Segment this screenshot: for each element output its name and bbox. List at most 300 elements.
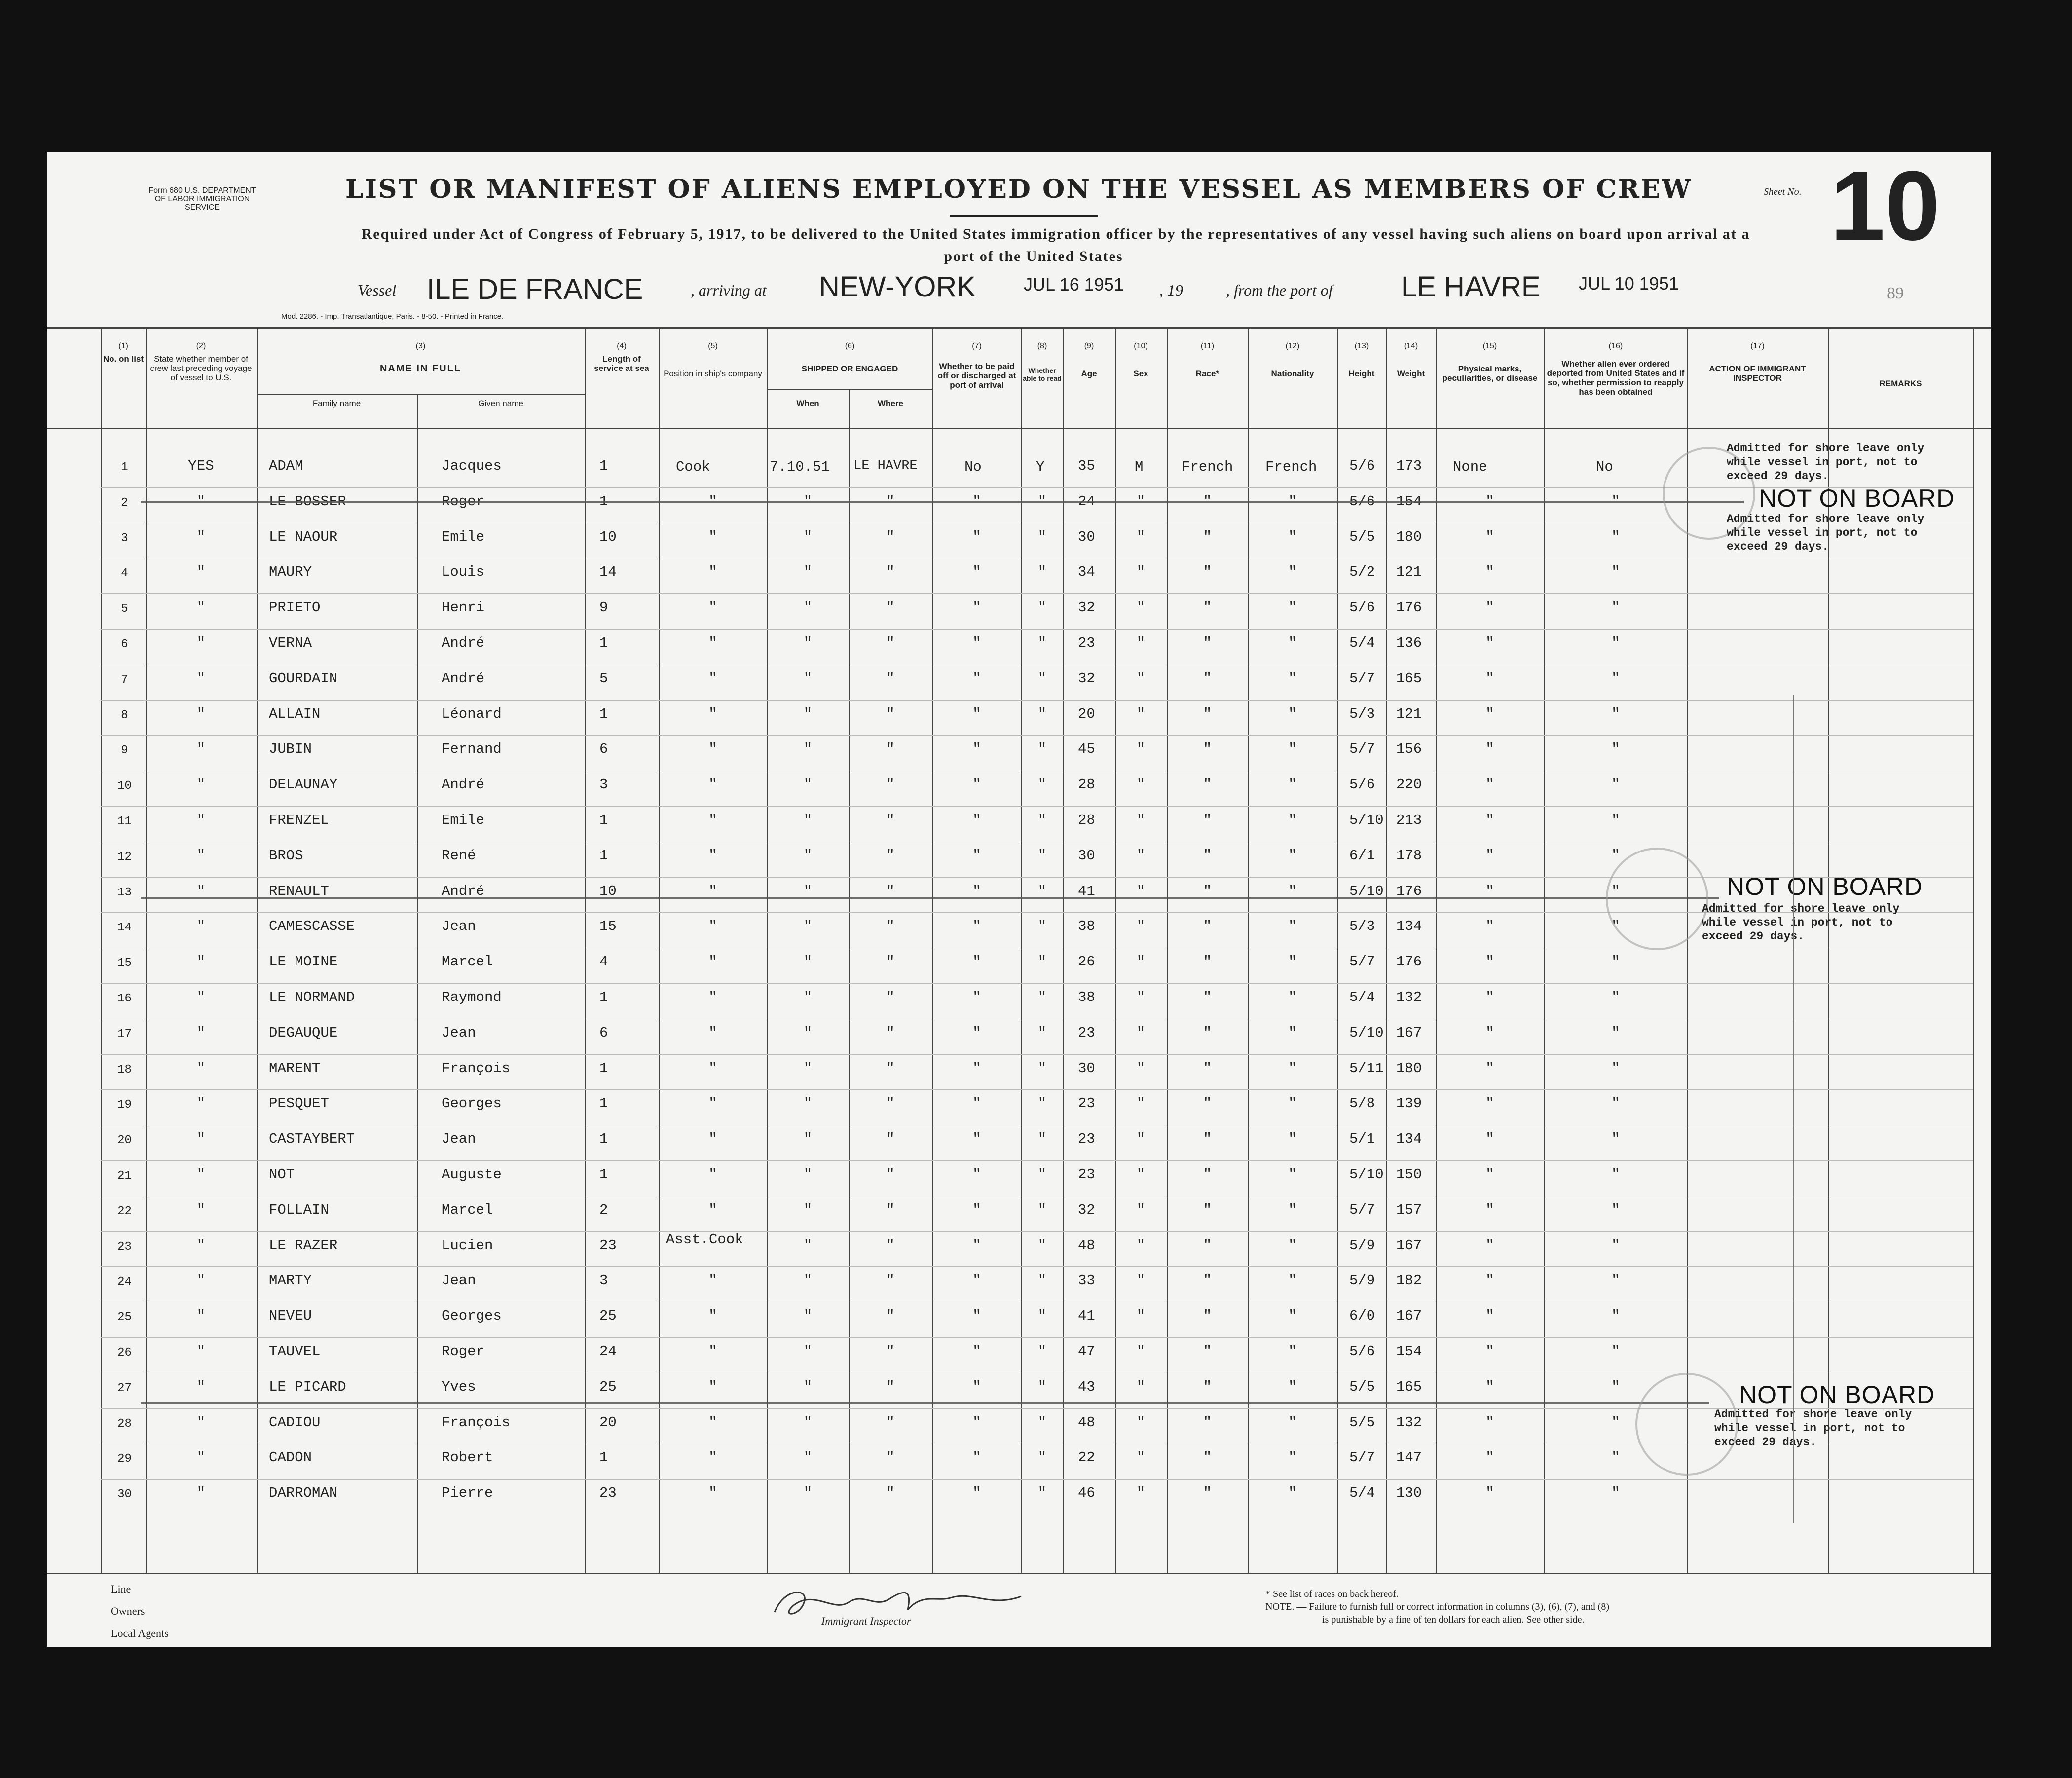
crew-member-cell: " bbox=[196, 1378, 206, 1395]
row-number-cell: 30 bbox=[117, 1488, 132, 1502]
ditto-cell: " bbox=[803, 1343, 813, 1360]
vessel-name: ILE DE FRANCE bbox=[427, 273, 643, 305]
ditto-cell: " bbox=[708, 954, 717, 970]
row-rule bbox=[101, 1479, 1973, 1480]
crew-member-cell: YES bbox=[188, 458, 214, 474]
age-cell: 38 bbox=[1078, 918, 1095, 935]
weight-cell: 150 bbox=[1396, 1166, 1422, 1183]
given-name-cell: Robert bbox=[442, 1449, 493, 1466]
family-name-cell: GOURDAIN bbox=[269, 670, 338, 687]
col-number: (5) bbox=[708, 342, 718, 350]
ditto-cell: " bbox=[1136, 847, 1146, 864]
not-on-board-stamp: NOT ON BOARD bbox=[1739, 1381, 1935, 1408]
ditto-cell: " bbox=[886, 883, 895, 899]
admitted-stamp bbox=[1714, 1408, 1912, 1449]
row-number-cell: 25 bbox=[117, 1311, 132, 1325]
crew-member-cell: " bbox=[196, 599, 206, 616]
ditto-cell: " bbox=[708, 918, 717, 935]
header-deported: Whether alien ever ordered deported from United States and if so, whether permission to reapply has been obtained bbox=[1547, 359, 1685, 397]
length-service-cell: 1 bbox=[599, 989, 608, 1005]
weight-cell: 173 bbox=[1396, 458, 1422, 474]
row-rule bbox=[101, 1089, 1973, 1090]
row-rule bbox=[101, 735, 1973, 736]
length-service-cell: 9 bbox=[599, 599, 608, 616]
family-name-cell: DARROMAN bbox=[269, 1485, 338, 1502]
ditto-cell: " bbox=[1288, 1378, 1297, 1395]
ditto-cell: " bbox=[886, 1272, 895, 1289]
given-name-cell: René bbox=[442, 847, 476, 864]
crew-member-cell: " bbox=[196, 1166, 206, 1183]
age-cell: 46 bbox=[1078, 1485, 1095, 1502]
crew-member-cell: " bbox=[196, 1343, 206, 1360]
crew-member-cell: " bbox=[196, 812, 206, 828]
header-where: Where bbox=[878, 399, 903, 408]
ditto-cell: " bbox=[708, 1414, 717, 1431]
col-number: (7) bbox=[972, 342, 982, 350]
ditto-cell: " bbox=[803, 635, 813, 651]
height-cell: 5/5 bbox=[1349, 1378, 1375, 1395]
admitted-line: while vessel in port, not to bbox=[1714, 1422, 1905, 1435]
crew-member-cell: " bbox=[196, 635, 206, 651]
ditto-cell: " bbox=[803, 599, 813, 616]
row-number-cell: 10 bbox=[117, 779, 132, 793]
given-name-cell: Jean bbox=[442, 1272, 476, 1289]
ditto-cell: " bbox=[708, 670, 717, 687]
ditto-cell: " bbox=[708, 635, 717, 651]
row-rule bbox=[101, 700, 1973, 701]
ditto-cell: " bbox=[1203, 599, 1212, 616]
col-number: (9) bbox=[1084, 342, 1094, 350]
family-name-cell: DELAUNAY bbox=[269, 777, 338, 793]
given-name-cell: Emile bbox=[442, 812, 485, 828]
age-cell: 48 bbox=[1078, 1414, 1095, 1431]
family-name-cell: VERNA bbox=[269, 635, 312, 651]
ditto-cell: " bbox=[1288, 493, 1297, 510]
ditto-cell: " bbox=[708, 989, 717, 1005]
height-cell: 5/5 bbox=[1349, 528, 1375, 545]
ditto-cell: " bbox=[1136, 528, 1146, 545]
not-on-board-stamp: NOT ON BOARD bbox=[1759, 484, 1955, 512]
ditto-cell: " bbox=[1485, 1449, 1494, 1466]
family-name-cell: LE NORMAND bbox=[269, 989, 355, 1005]
weight-cell: 182 bbox=[1396, 1272, 1422, 1289]
ditto-cell: " bbox=[1485, 954, 1494, 970]
ditto-cell: " bbox=[972, 1024, 981, 1041]
ditto-cell: " bbox=[1203, 1378, 1212, 1395]
age-cell: 43 bbox=[1078, 1378, 1095, 1395]
age-cell: 28 bbox=[1078, 812, 1095, 828]
ditto-cell: " bbox=[1288, 528, 1297, 545]
given-name-cell: Jean bbox=[442, 918, 476, 935]
age-cell: 24 bbox=[1078, 493, 1095, 510]
race-cell: French bbox=[1182, 459, 1233, 475]
ditto-cell: " bbox=[708, 1449, 717, 1466]
crew-member-cell: " bbox=[196, 883, 206, 899]
ditto-cell: " bbox=[1485, 1166, 1494, 1183]
ditto-cell: " bbox=[1037, 1308, 1047, 1325]
not-on-board-stamp: NOT ON BOARD bbox=[1727, 873, 1923, 900]
age-cell: 45 bbox=[1078, 741, 1095, 758]
given-name-cell: Pierre bbox=[442, 1485, 493, 1502]
col-number: (11) bbox=[1200, 342, 1215, 350]
height-cell: 5/7 bbox=[1349, 741, 1375, 758]
ditto-cell: " bbox=[1203, 1449, 1212, 1466]
crew-member-cell: " bbox=[196, 1131, 206, 1148]
family-name-cell: JUBIN bbox=[269, 741, 312, 758]
row-rule bbox=[101, 1054, 1973, 1055]
header-height: Height bbox=[1348, 369, 1375, 378]
length-service-cell: 6 bbox=[599, 1024, 608, 1041]
weight-cell: 136 bbox=[1396, 635, 1422, 651]
col-number: (8) bbox=[1037, 342, 1047, 350]
crew-member-cell: " bbox=[196, 1308, 206, 1325]
age-cell: 30 bbox=[1078, 1060, 1095, 1076]
length-service-cell: 3 bbox=[599, 1272, 608, 1289]
ditto-cell: " bbox=[1485, 1414, 1494, 1431]
form-info: Form 680 U.S. DEPARTMENT OF LABOR IMMIGRATION SERVICE bbox=[148, 186, 256, 212]
family-name-cell: MAURY bbox=[269, 564, 312, 581]
ditto-cell: " bbox=[886, 1060, 895, 1076]
ditto-cell: " bbox=[972, 1060, 981, 1076]
deported-cell: No bbox=[1596, 459, 1613, 475]
length-service-cell: 24 bbox=[599, 1343, 617, 1360]
ditto-cell: " bbox=[1288, 1272, 1297, 1289]
age-cell: 32 bbox=[1078, 1201, 1095, 1218]
ditto-cell: " bbox=[1136, 883, 1146, 899]
ditto-cell: " bbox=[886, 918, 895, 935]
ditto-cell: " bbox=[803, 1237, 813, 1254]
height-cell: 6/0 bbox=[1349, 1308, 1375, 1325]
weight-cell: 132 bbox=[1396, 1414, 1422, 1431]
row-rule bbox=[101, 593, 1973, 594]
age-cell: 30 bbox=[1078, 847, 1095, 864]
ditto-cell: " bbox=[886, 1237, 895, 1254]
ditto-cell: " bbox=[886, 989, 895, 1005]
ditto-cell: " bbox=[886, 1201, 895, 1218]
length-service-cell: 1 bbox=[599, 705, 608, 722]
ditto-cell: " bbox=[1288, 1095, 1297, 1112]
given-name-cell: Jacques bbox=[442, 458, 502, 474]
sheet-number: 10 bbox=[1830, 151, 1940, 261]
ditto-cell: " bbox=[1037, 1237, 1047, 1254]
ditto-cell: " bbox=[1136, 1131, 1146, 1148]
when-cell: 7.10.51 bbox=[770, 459, 830, 475]
ditto-cell: " bbox=[1288, 635, 1297, 651]
ditto-cell: " bbox=[1136, 1343, 1146, 1360]
ditto-cell: " bbox=[1203, 1060, 1212, 1076]
length-service-cell: 14 bbox=[599, 564, 617, 581]
ditto-cell: " bbox=[1037, 777, 1047, 793]
age-cell: 26 bbox=[1078, 954, 1095, 970]
physical-marks-cell: None bbox=[1453, 459, 1487, 475]
ditto-cell: " bbox=[803, 777, 813, 793]
age-cell: 32 bbox=[1078, 599, 1095, 616]
row-number-cell: 4 bbox=[121, 567, 128, 581]
row-number-cell: 2 bbox=[121, 496, 128, 510]
admitted-line: Admitted for shore leave only bbox=[1727, 442, 1924, 455]
ditto-cell: " bbox=[886, 777, 895, 793]
col-number: (14) bbox=[1404, 342, 1418, 350]
ditto-cell: " bbox=[708, 777, 717, 793]
ditto-cell: " bbox=[803, 1449, 813, 1466]
header-action: ACTION OF IMMIGRANT INSPECTOR bbox=[1709, 364, 1806, 383]
ditto-cell: " bbox=[1611, 1449, 1620, 1466]
weight-cell: 154 bbox=[1396, 1343, 1422, 1360]
ditto-cell: " bbox=[886, 1378, 895, 1395]
ditto-cell: " bbox=[1288, 1414, 1297, 1431]
subtitle-line-1: Required under Act of Congress of February 5, 1917, to be delivered to the United States immigration officer by the representatives of any vessel having such aliens on board upon arrival at a bbox=[361, 226, 1750, 242]
given-name-cell: Louis bbox=[442, 564, 485, 581]
ditto-cell: " bbox=[1203, 1201, 1212, 1218]
weight-cell: 121 bbox=[1396, 564, 1422, 581]
length-service-cell: 25 bbox=[599, 1308, 617, 1325]
given-name-cell: Jean bbox=[442, 1131, 476, 1148]
length-service-cell: 3 bbox=[599, 777, 608, 793]
height-cell: 5/11 bbox=[1349, 1060, 1384, 1076]
crew-member-cell: " bbox=[196, 705, 206, 722]
ditto-cell: " bbox=[803, 493, 813, 510]
ditto-cell: " bbox=[708, 1343, 717, 1360]
col-number: (3) bbox=[415, 342, 426, 350]
weight-cell: 178 bbox=[1396, 847, 1422, 864]
strike-line bbox=[141, 897, 1719, 899]
ditto-cell: " bbox=[972, 705, 981, 722]
ditto-cell: " bbox=[1611, 954, 1620, 970]
ditto-cell: " bbox=[1611, 741, 1620, 758]
ditto-cell: " bbox=[1203, 528, 1212, 545]
sex-cell: M bbox=[1135, 459, 1144, 475]
row-rule bbox=[101, 1266, 1973, 1267]
height-cell: 5/10 bbox=[1349, 812, 1384, 828]
age-cell: 33 bbox=[1078, 1272, 1095, 1289]
ditto-cell: " bbox=[972, 1343, 981, 1360]
ditto-cell: " bbox=[886, 1414, 895, 1431]
manifest-sheet bbox=[47, 152, 1991, 1647]
weight-cell: 147 bbox=[1396, 1449, 1422, 1466]
admitted-line: while vessel in port, not to bbox=[1727, 526, 1918, 539]
weight-cell: 180 bbox=[1396, 1060, 1422, 1076]
ditto-cell: " bbox=[803, 918, 813, 935]
col-rule bbox=[1973, 327, 1974, 1573]
age-cell: 23 bbox=[1078, 1166, 1095, 1183]
height-cell: 5/4 bbox=[1349, 635, 1375, 651]
family-name-cell: PESQUET bbox=[269, 1095, 329, 1112]
col-number: (13) bbox=[1354, 342, 1369, 350]
ditto-cell: " bbox=[1485, 635, 1494, 651]
height-cell: 5/7 bbox=[1349, 1201, 1375, 1218]
shipped-subheader-rule bbox=[767, 389, 932, 390]
sheet-label: Sheet No. bbox=[1764, 186, 1802, 197]
ditto-cell: " bbox=[1288, 812, 1297, 828]
row-number-cell: 18 bbox=[117, 1063, 132, 1076]
ditto-cell: " bbox=[1485, 1201, 1494, 1218]
ditto-cell: " bbox=[1611, 1414, 1620, 1431]
ditto-cell: " bbox=[1611, 883, 1620, 899]
row-number-cell: 15 bbox=[117, 957, 132, 970]
height-cell: 5/4 bbox=[1349, 989, 1375, 1005]
crew-member-cell: " bbox=[196, 1060, 206, 1076]
ditto-cell: " bbox=[1611, 705, 1620, 722]
ditto-cell: " bbox=[708, 883, 717, 899]
ditto-cell: " bbox=[1203, 1095, 1212, 1112]
family-name-cell: MARTY bbox=[269, 1272, 312, 1289]
height-cell: 6/1 bbox=[1349, 847, 1375, 864]
ditto-cell: " bbox=[972, 777, 981, 793]
given-name-cell: Fernand bbox=[442, 741, 502, 758]
ditto-cell: " bbox=[1203, 1166, 1212, 1183]
ditto-cell: " bbox=[1136, 493, 1146, 510]
ditto-cell: " bbox=[1611, 1201, 1620, 1218]
ditto-cell: " bbox=[972, 1095, 981, 1112]
age-cell: 23 bbox=[1078, 1131, 1095, 1148]
length-service-cell: 1 bbox=[599, 1449, 608, 1466]
ditto-cell: " bbox=[1037, 1166, 1047, 1183]
length-service-cell: 10 bbox=[599, 528, 617, 545]
table-bottom-rule bbox=[47, 1573, 1991, 1574]
ditto-cell: " bbox=[1136, 1414, 1146, 1431]
ditto-cell: " bbox=[1485, 1343, 1494, 1360]
ditto-cell: " bbox=[1485, 1060, 1494, 1076]
ditto-cell: " bbox=[708, 1131, 717, 1148]
ditto-cell: " bbox=[708, 493, 717, 510]
pencil-line bbox=[1793, 695, 1794, 1523]
ditto-cell: " bbox=[1203, 1485, 1212, 1502]
ditto-cell: " bbox=[1485, 1095, 1494, 1112]
ditto-cell: " bbox=[708, 1378, 717, 1395]
ditto-cell: " bbox=[708, 1272, 717, 1289]
ditto-cell: " bbox=[1136, 1201, 1146, 1218]
ditto-cell: " bbox=[1611, 1166, 1620, 1183]
family-name-cell: LE BOSSER bbox=[269, 493, 346, 510]
ditto-cell: " bbox=[1288, 1343, 1297, 1360]
ditto-cell: " bbox=[1037, 564, 1047, 581]
ditto-cell: " bbox=[886, 1166, 895, 1183]
row-rule bbox=[101, 629, 1973, 630]
ditto-cell: " bbox=[1037, 1024, 1047, 1041]
age-cell: 41 bbox=[1078, 883, 1095, 899]
height-cell: 5/10 bbox=[1349, 1024, 1384, 1041]
length-service-cell: 1 bbox=[599, 635, 608, 651]
ditto-cell: " bbox=[886, 599, 895, 616]
ditto-cell: " bbox=[972, 670, 981, 687]
length-service-cell: 6 bbox=[599, 741, 608, 758]
header-shipped-engaged: SHIPPED OR ENGAGED bbox=[801, 364, 898, 373]
ditto-cell: " bbox=[972, 1449, 981, 1466]
height-cell: 5/7 bbox=[1349, 1449, 1375, 1466]
family-name-cell: DEGAUQUE bbox=[269, 1024, 338, 1041]
ditto-cell: " bbox=[1485, 1131, 1494, 1148]
admitted-line: exceed 29 days. bbox=[1702, 930, 1805, 943]
ditto-cell: " bbox=[1203, 1343, 1212, 1360]
height-cell: 5/9 bbox=[1349, 1237, 1375, 1254]
length-service-cell: 1 bbox=[599, 812, 608, 828]
length-service-cell: 2 bbox=[599, 1201, 608, 1218]
ditto-cell: " bbox=[1037, 528, 1047, 545]
ditto-cell: " bbox=[1203, 954, 1212, 970]
ditto-cell: " bbox=[1611, 1485, 1620, 1502]
length-service-cell: 4 bbox=[599, 954, 608, 970]
ditto-cell: " bbox=[803, 1414, 813, 1431]
ditto-cell: " bbox=[1037, 705, 1047, 722]
age-cell: 35 bbox=[1078, 458, 1095, 474]
weight-cell: 121 bbox=[1396, 705, 1422, 722]
col-number: (6) bbox=[845, 342, 855, 350]
ditto-cell: " bbox=[708, 1060, 717, 1076]
crew-member-cell: " bbox=[196, 954, 206, 970]
given-name-cell: Roger bbox=[442, 493, 485, 510]
ditto-cell: " bbox=[1485, 1378, 1494, 1395]
family-name-cell: RENAULT bbox=[269, 883, 329, 899]
ditto-cell: " bbox=[972, 1237, 981, 1254]
ditto-cell: " bbox=[886, 493, 895, 510]
given-name-cell: Georges bbox=[442, 1095, 502, 1112]
ditto-cell: " bbox=[1611, 599, 1620, 616]
height-cell: 5/6 bbox=[1349, 599, 1375, 616]
crew-member-cell: " bbox=[196, 528, 206, 545]
ditto-cell: " bbox=[1611, 1308, 1620, 1325]
ditto-cell: " bbox=[1611, 564, 1620, 581]
row-number-cell: 28 bbox=[117, 1417, 132, 1431]
col-rule bbox=[257, 327, 258, 1573]
ditto-cell: " bbox=[708, 1485, 717, 1502]
footer-local-agents-label: Local Agents bbox=[111, 1627, 169, 1639]
ditto-cell: " bbox=[1037, 954, 1047, 970]
ditto-cell: " bbox=[972, 1272, 981, 1289]
ditto-cell: " bbox=[803, 1378, 813, 1395]
ditto-cell: " bbox=[1203, 741, 1212, 758]
height-cell: 5/2 bbox=[1349, 564, 1375, 581]
row-number-cell: 1 bbox=[121, 461, 128, 474]
ditto-cell: " bbox=[886, 1024, 895, 1041]
crew-member-cell: " bbox=[196, 1201, 206, 1218]
given-name-cell: François bbox=[442, 1414, 511, 1431]
row-rule bbox=[101, 1160, 1973, 1161]
row-number-cell: 14 bbox=[117, 921, 132, 935]
footer-note: * See list of races on back hereof. bbox=[1265, 1589, 1399, 1599]
height-cell: 5/1 bbox=[1349, 1131, 1375, 1148]
family-name-cell: PRIETO bbox=[269, 599, 321, 616]
crew-member-cell: " bbox=[196, 989, 206, 1005]
ditto-cell: " bbox=[1136, 1485, 1146, 1502]
weight-cell: 154 bbox=[1396, 493, 1422, 510]
ditto-cell: " bbox=[886, 1343, 895, 1360]
ditto-cell: " bbox=[972, 954, 981, 970]
ditto-cell: " bbox=[1203, 1131, 1212, 1148]
col-rule bbox=[1063, 327, 1064, 1573]
header-weight: Weight bbox=[1397, 369, 1425, 378]
row-number-cell: 21 bbox=[117, 1169, 132, 1183]
height-cell: 5/6 bbox=[1349, 493, 1375, 510]
row-number-cell: 8 bbox=[121, 708, 128, 722]
family-name-cell: LE NAOUR bbox=[269, 528, 338, 545]
weight-cell: 157 bbox=[1396, 1201, 1422, 1218]
ditto-cell: " bbox=[1203, 847, 1212, 864]
ditto-cell: " bbox=[972, 883, 981, 899]
round-stamp bbox=[1606, 848, 1708, 950]
ditto-cell: " bbox=[803, 847, 813, 864]
ditto-cell: " bbox=[1203, 705, 1212, 722]
col-number: (1) bbox=[118, 342, 128, 350]
ditto-cell: " bbox=[886, 847, 895, 864]
from-port-label: , from the port of bbox=[1226, 281, 1333, 299]
arrival-date: JUL 16 1951 bbox=[1024, 274, 1124, 295]
height-cell: 5/4 bbox=[1349, 1485, 1375, 1502]
given-name-cell: Raymond bbox=[442, 989, 502, 1005]
ditto-cell: " bbox=[1288, 670, 1297, 687]
ditto-cell: " bbox=[1136, 1060, 1146, 1076]
ditto-cell: " bbox=[1037, 1414, 1047, 1431]
ditto-cell: " bbox=[708, 741, 717, 758]
